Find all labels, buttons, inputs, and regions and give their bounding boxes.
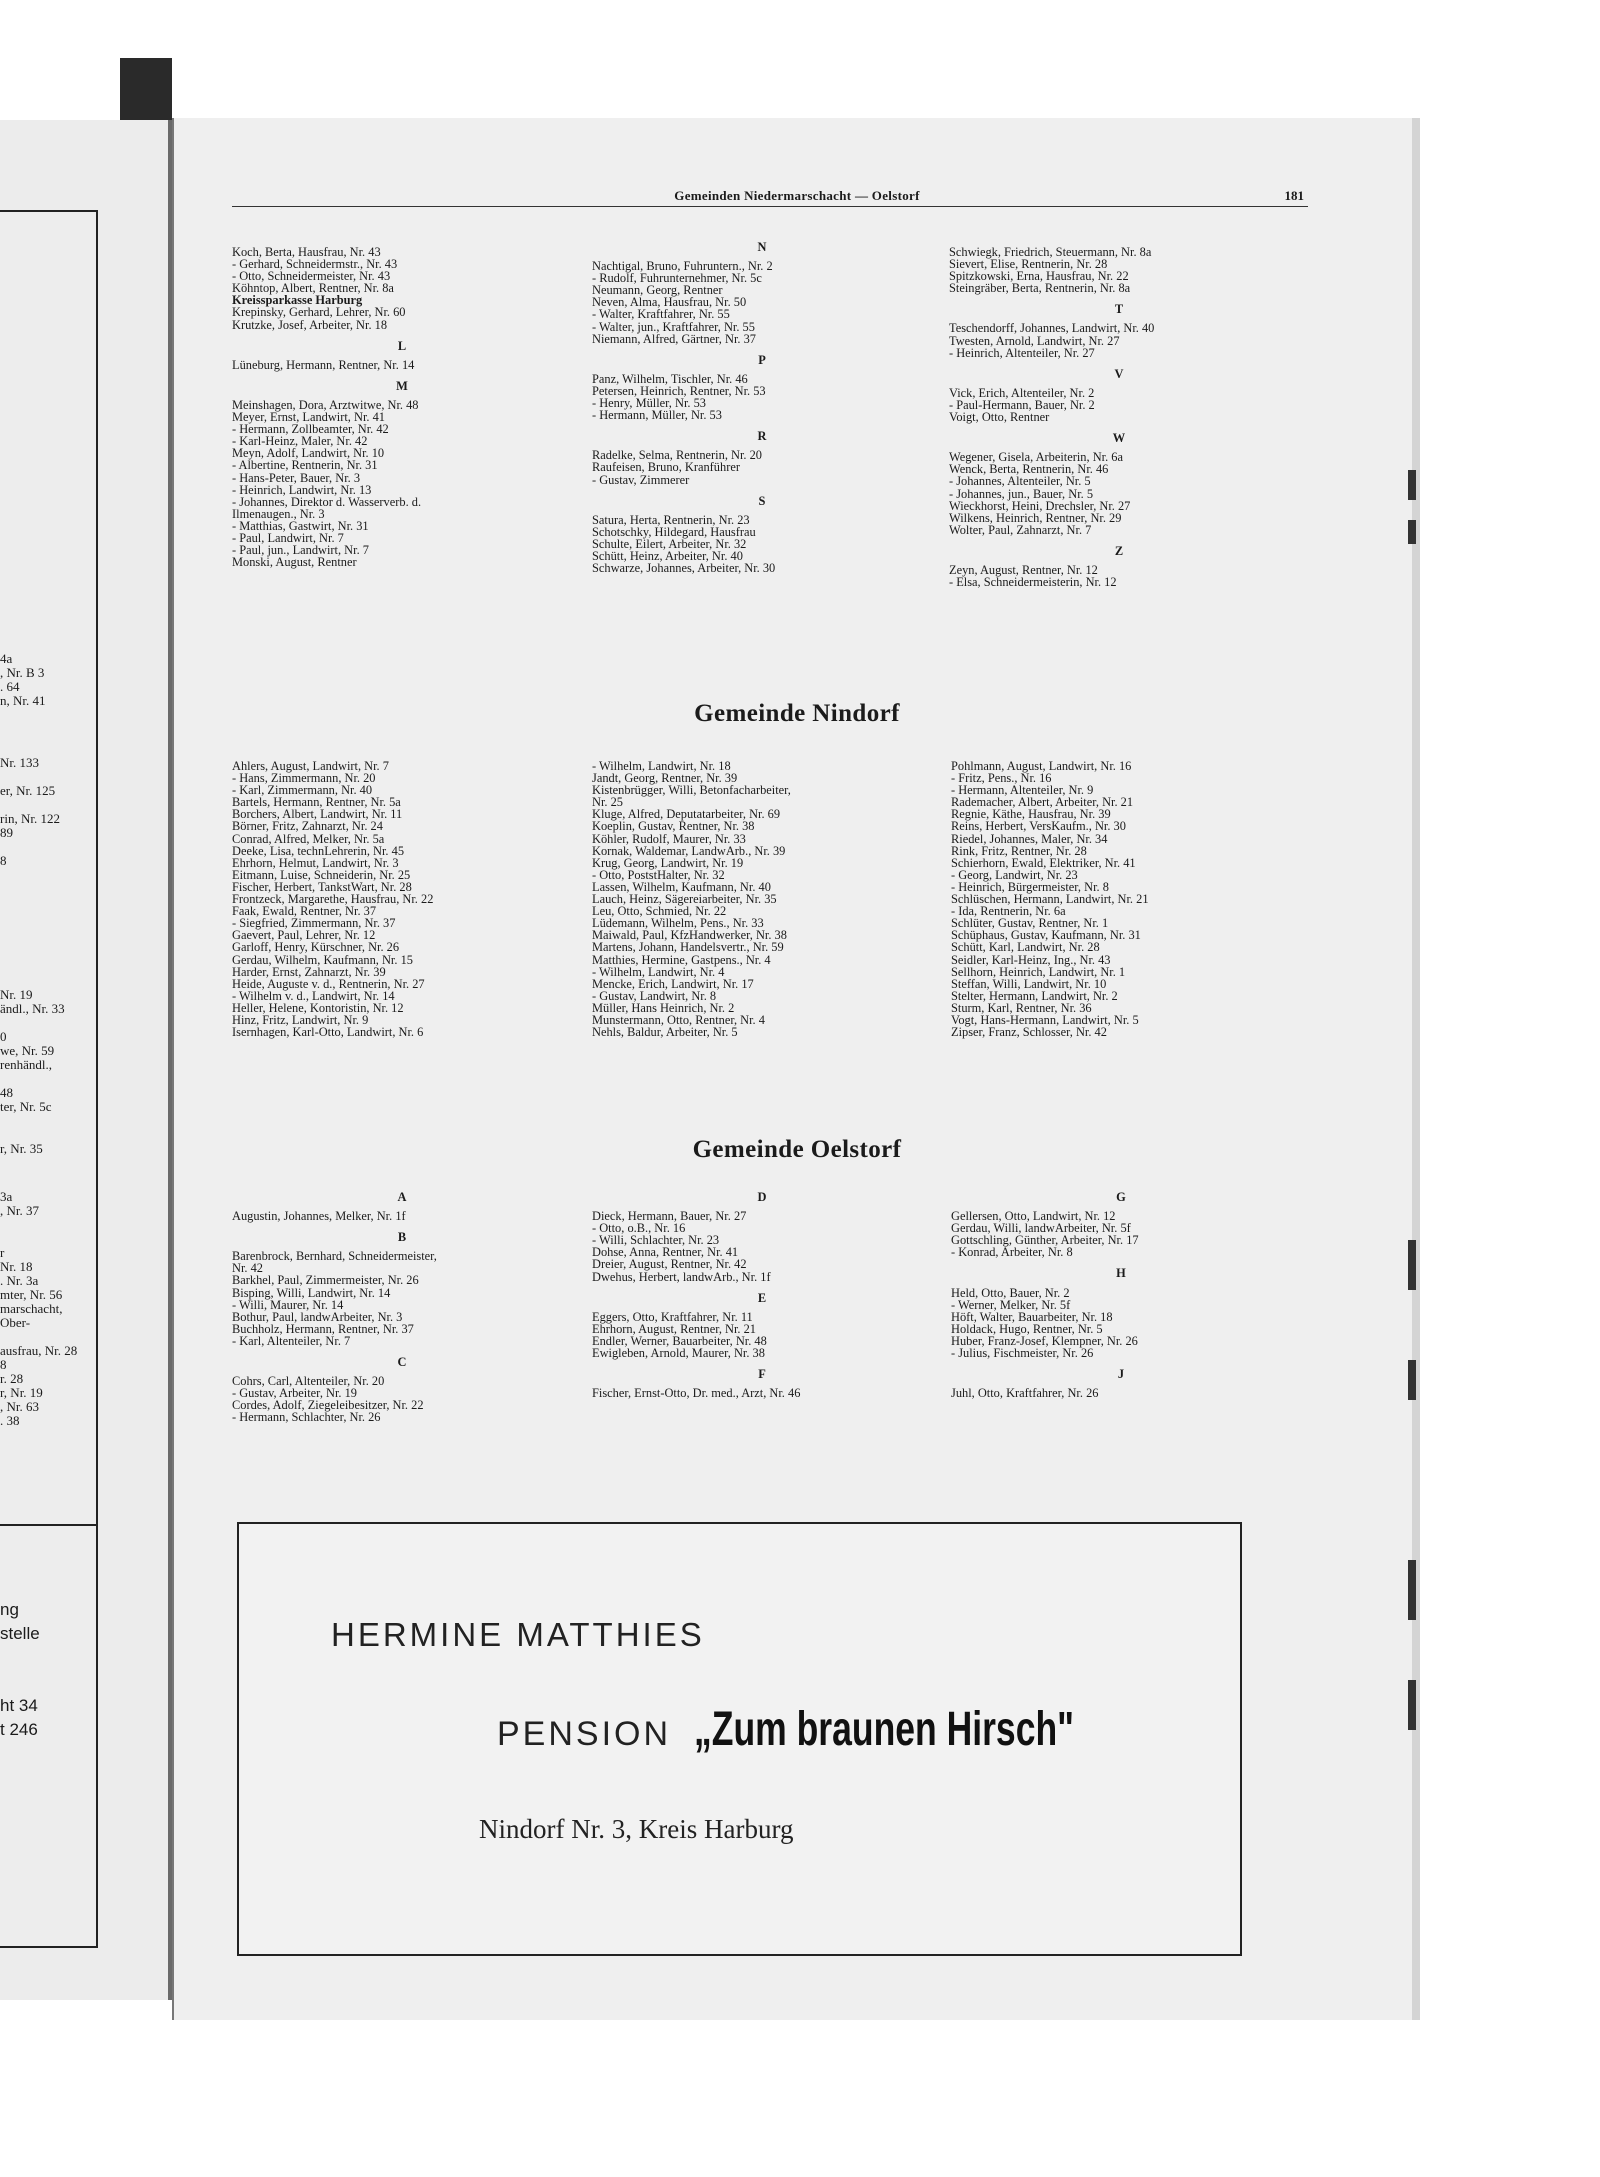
directory-entry: Garloff, Henry, Kürschner, Nr. 26 [232, 940, 400, 955]
directory-entry: Nr. 25 [592, 795, 623, 810]
fragment-line: ter, Nr. 5c [0, 1099, 52, 1114]
fragment-line [0, 1232, 77, 1246]
directory-entry: Wolter, Paul, Zahnarzt, Nr. 7 [949, 522, 1092, 537]
letter-heading: S [758, 493, 766, 508]
letter-heading: T [1114, 302, 1124, 317]
directory-entry: Matthies, Hermine, Gastpens., Nr. 4 [592, 952, 771, 967]
directory-entry: Bartels, Hermann, Rentner, Nr. 5a [232, 795, 401, 810]
scan-margin-mark [1408, 520, 1416, 544]
page-edge-shadow [1412, 118, 1420, 2020]
fragment-line: stelle [0, 1624, 40, 1643]
directory-entry: Monski, August, Rentner [232, 555, 357, 570]
fragment-line: mter, Nr. 56 [0, 1287, 63, 1302]
directory-entry: - Paul, jun., Landwirt, Nr. 7 [232, 543, 369, 558]
directory-entry: Held, Otto, Bauer, Nr. 2 [951, 1285, 1070, 1300]
fragment-line [0, 1330, 77, 1344]
directory-entry: Maiwald, Paul, KfzHandwerker, Nr. 38 [592, 928, 787, 943]
fragment-line: ng [0, 1600, 19, 1619]
fragment-line: n, Nr. 41 [0, 693, 46, 708]
directory-entry: - Otto, o.B., Nr. 16 [592, 1221, 686, 1236]
oelstorf-column-3 [951, 1182, 1291, 1399]
fragment-line: 48 [0, 1085, 13, 1100]
pension-advertisement [237, 1522, 1242, 1956]
directory-entry: Lauch, Heinz, Sägereiarbeiter, Nr. 35 [592, 892, 777, 907]
directory-entry: Holdack, Hugo, Rentner, Nr. 5 [951, 1321, 1103, 1336]
scan-margin-mark [1408, 1360, 1416, 1400]
directory-entry: Steffan, Willi, Landwirt, Nr. 10 [951, 976, 1107, 991]
directory-entry: Teschendorff, Johannes, Landwirt, Nr. 40 [949, 321, 1155, 336]
letter-heading: V [1114, 366, 1124, 381]
fragment-line: 8 [0, 1357, 7, 1372]
directory-entry: Wilkens, Heinrich, Rentner, Nr. 29 [949, 510, 1122, 525]
directory-entry: Faak, Ewald, Rentner, Nr. 37 [232, 904, 377, 919]
directory-entry: - Hermann, Schlachter, Nr. 26 [232, 1410, 381, 1425]
directory-entry: Steingräber, Berta, Rentnerin, Nr. 8a [949, 281, 1131, 296]
directory-entry: - Hermann, Müller, Nr. 53 [592, 408, 722, 423]
letter-heading: J [1117, 1367, 1125, 1382]
directory-entry: Riedel, Johannes, Maler, Nr. 34 [951, 831, 1108, 846]
directory-entry: Stelter, Hermann, Landwirt, Nr. 2 [951, 988, 1118, 1003]
fragment-line [0, 840, 60, 854]
directory-entry: Nr. 42 [232, 1261, 263, 1276]
page-number: 181 [1284, 188, 1304, 203]
directory-entry: Spitzkowski, Erna, Hausfrau, Nr. 22 [949, 269, 1129, 284]
fragment-line: Nr. 133 [0, 755, 39, 770]
directory-entry: Schlüschen, Hermann, Landwirt, Nr. 21 [951, 892, 1149, 907]
fragment-line: ht 34 [0, 1696, 38, 1715]
directory-entry: Schütt, Karl, Landwirt, Nr. 28 [951, 940, 1100, 955]
directory-entry: - Hans-Peter, Bauer, Nr. 3 [232, 470, 361, 485]
letter-heading: R [757, 429, 767, 444]
fragment-line: , Nr. B 3 [0, 665, 45, 680]
directory-entry: Ahlers, August, Landwirt, Nr. 7 [232, 759, 389, 773]
directory-entry: - Matthias, Gastwirt, Nr. 31 [232, 518, 369, 533]
fragment-line: Nr. 19 [0, 987, 33, 1002]
directory-entry: - Johannes, Direktor d. Wasserverb. d. [232, 494, 422, 509]
directory-entry: Rink, Fritz, Rentner, Nr. 28 [951, 843, 1087, 858]
directory-entry: Gottschling, Günther, Arbeiter, Nr. 17 [951, 1233, 1139, 1248]
directory-entry: Barkhel, Paul, Zimmermeister, Nr. 26 [232, 1273, 419, 1288]
directory-entry: Panz, Wilhelm, Tischler, Nr. 46 [592, 371, 748, 386]
directory-entry: Meyer, Ernst, Landwirt, Nr. 41 [232, 410, 385, 425]
directory-entry: - Johannes, Altenteiler, Nr. 5 [949, 474, 1091, 489]
fragment-line: 4a [0, 651, 13, 666]
letter-heading: G [1116, 1190, 1126, 1204]
directory-entry: Eitmann, Luise, Schneiderin, Nr. 25 [232, 867, 411, 882]
header-rule [232, 206, 1308, 207]
fragment-line [0, 1670, 40, 1694]
fragment-line: 8 [0, 853, 7, 868]
letter-heading: M [396, 378, 408, 393]
fragment-line: r, Nr. 19 [0, 1385, 43, 1400]
letter-heading: D [757, 1190, 767, 1204]
directory-entry: Schlüter, Gustav, Rentner, Nr. 1 [951, 916, 1109, 931]
directory-page [172, 118, 1420, 2020]
ad-pension-line [497, 1702, 1207, 1757]
directory-entry: Fischer, Ernst-Otto, Dr. med., Arzt, Nr. 46 [592, 1386, 801, 1401]
letter-heading: B [397, 1230, 407, 1245]
directory-entry: - Heinrich, Bürgermeister, Nr. 8 [951, 879, 1109, 894]
directory-entry: - Hermann, Zollbeamter, Nr. 42 [232, 422, 389, 437]
directory-entry: Cordes, Adolf, Ziegeleibesitzer, Nr. 22 [232, 1398, 424, 1413]
letter-heading: W [1112, 431, 1126, 446]
directory-entry: Heller, Helene, Kontoristin, Nr. 12 [232, 1000, 404, 1015]
directory-entry: Huber, Franz-Josef, Klempner, Nr. 26 [951, 1333, 1138, 1348]
directory-entry: - Elsa, Schneidermeisterin, Nr. 12 [949, 575, 1117, 590]
letter-heading: H [1116, 1266, 1126, 1281]
directory-entry: Niemann, Alfred, Gärtner, Nr. 37 [592, 331, 756, 346]
directory-entry: Rademacher, Albert, Arbeiter, Nr. 21 [951, 795, 1134, 810]
fragment-line: rin, Nr. 122 [0, 811, 60, 826]
directory-entry: Schierhorn, Ewald, Elektriker, Nr. 41 [951, 855, 1136, 870]
directory-entry: - Gustav, Zimmerer [592, 472, 690, 487]
ad-owner-name: HERMINE MATTHIES [331, 1616, 705, 1653]
directory-entry: Deeke, Lisa, technLehrerin, Nr. 45 [232, 843, 405, 858]
directory-entry: Koeplin, Gustav, Rentner, Nr. 38 [592, 819, 755, 834]
fragment-line [0, 798, 60, 812]
directory-entry: Frontzeck, Margarethe, Hausfrau, Nr. 22 [232, 892, 434, 907]
previous-page-text-mid2 [0, 988, 65, 1156]
directory-entry: Voigt, Otto, Rentner [949, 410, 1050, 425]
directory-entry: - Heinrich, Landwirt, Nr. 13 [232, 482, 372, 497]
directory-entry: - Heinrich, Altenteiler, Nr. 27 [949, 345, 1095, 360]
directory-entry: - Paul-Hermann, Bauer, Nr. 2 [949, 397, 1095, 412]
directory-entry: Sievert, Elise, Rentnerin, Nr. 28 [949, 257, 1108, 272]
directory-entry: Isernhagen, Karl-Otto, Landwirt, Nr. 6 [232, 1025, 424, 1040]
directory-entry: Dohse, Anna, Rentner, Nr. 41 [592, 1245, 739, 1260]
directory-entry: Mencke, Erich, Landwirt, Nr. 17 [592, 976, 754, 991]
directory-entry: Eggers, Otto, Kraftfahrer, Nr. 11 [592, 1309, 753, 1324]
fragment-line: r [0, 1245, 5, 1260]
fragment-line: Ober- [0, 1315, 31, 1330]
letter-heading: Z [1114, 543, 1124, 558]
directory-entry: Ehrhorn, August, Rentner, Nr. 21 [592, 1321, 757, 1336]
directory-entry: Vogt, Hans-Hermann, Landwirt, Nr. 5 [951, 1012, 1139, 1027]
fragment-line [0, 1128, 65, 1142]
directory-entry: Schulte, Eilert, Arbeiter, Nr. 32 [592, 536, 747, 551]
directory-entry: - Otto, PoststHalter, Nr. 32 [592, 867, 725, 882]
directory-entry: Jandt, Georg, Rentner, Nr. 39 [592, 771, 738, 786]
directory-entry: Petersen, Heinrich, Rentner, Nr. 53 [592, 383, 766, 398]
fragment-line: er, Nr. 125 [0, 783, 56, 798]
fragment-line: we, Nr. 59 [0, 1043, 55, 1058]
fragment-line: Nr. 18 [0, 1259, 33, 1274]
running-head: Gemeinden Niedermarschacht — Oelstorf [674, 188, 920, 203]
directory-entry: Cohrs, Carl, Altenteiler, Nr. 20 [232, 1374, 385, 1389]
niedermarschacht-column-1 [232, 246, 572, 568]
previous-page-fragment [0, 120, 174, 2000]
niedermarschacht-column-2 [592, 232, 932, 574]
directory-entry: Sturm, Karl, Rentner, Nr. 36 [951, 1000, 1092, 1015]
letter-heading: N [757, 240, 767, 254]
directory-entry: Wieckhorst, Heini, Drechsler, Nr. 27 [949, 498, 1131, 513]
directory-entry: - Walter, Kraftfahrer, Nr. 55 [592, 307, 730, 322]
directory-entry: Müller, Hans Heinrich, Nr. 2 [592, 1000, 735, 1015]
directory-entry: Conrad, Alfred, Melker, Nr. 5a [232, 831, 385, 846]
directory-entry: - Gustav, Arbeiter, Nr. 19 [232, 1386, 357, 1401]
directory-entry: Neumann, Georg, Rentner [592, 283, 723, 298]
directory-entry: - Rudolf, Fuhrunternehmer, Nr. 5c [592, 271, 762, 286]
directory-entry: Wegener, Gisela, Arbeiterin, Nr. 6a [949, 450, 1123, 465]
letter-heading: A [397, 1190, 407, 1204]
oelstorf-column-2 [592, 1182, 932, 1399]
directory-entry: Pohlmann, August, Landwirt, Nr. 16 [951, 759, 1132, 773]
fragment-line: r, Nr. 35 [0, 1141, 43, 1156]
directory-entry: Juhl, Otto, Kraftfahrer, Nr. 26 [951, 1386, 1099, 1401]
directory-entry: - Albertine, Rentnerin, Nr. 31 [232, 458, 378, 473]
scan-margin-mark [1408, 1240, 1416, 1290]
directory-entry: Schüphaus, Gustav, Kaufmann, Nr. 31 [951, 928, 1141, 943]
directory-entry: Seidler, Karl-Heinz, Ing., Nr. 43 [951, 952, 1111, 967]
previous-page-text-low [0, 1190, 77, 1428]
directory-entry: Buchholz, Hermann, Rentner, Nr. 37 [232, 1321, 414, 1336]
directory-entry: Zeyn, August, Rentner, Nr. 12 [949, 562, 1098, 577]
scan-margin-mark [1408, 1560, 1416, 1620]
directory-entry: - Georg, Landwirt, Nr. 23 [951, 867, 1078, 882]
directory-entry: - Gerhard, Schneidermstr., Nr. 43 [232, 257, 398, 272]
fragment-line: . Nr. 3a [0, 1273, 39, 1288]
directory-entry: Vick, Erich, Altenteiler, Nr. 2 [949, 385, 1095, 400]
directory-entry: Barenbrock, Bernhard, Schneidermeister, [232, 1249, 437, 1264]
fragment-line: 3a [0, 1189, 13, 1204]
directory-entry: - Siegfried, Zimmermann, Nr. 37 [232, 916, 396, 931]
directory-entry: Schotschky, Hildegard, Hausfrau [592, 524, 756, 539]
nindorf-column-1 [232, 760, 572, 1038]
directory-entry: - Ida, Rentnerin, Nr. 6a [951, 904, 1066, 919]
directory-entry: Köhntop, Albert, Rentner, Nr. 8a [232, 281, 394, 296]
directory-entry: - Karl-Heinz, Maler, Nr. 42 [232, 434, 368, 449]
directory-entry: Kistenbrügger, Willi, Betonfacharbeiter, [592, 783, 791, 798]
directory-entry: Krutzke, Josef, Arbeiter, Nr. 18 [232, 317, 388, 332]
directory-entry: Dwehus, Herbert, landwArb., Nr. 1f [592, 1269, 771, 1284]
fragment-line [0, 1646, 40, 1670]
ad-hotel-name: „Zum braunen Hirsch" [693, 1703, 1074, 1756]
directory-entry: Twesten, Arnold, Landwirt, Nr. 27 [949, 333, 1120, 348]
directory-entry: Börner, Fritz, Zahnarzt, Nr. 24 [232, 819, 383, 834]
directory-entry: Schütt, Heinz, Arbeiter, Nr. 40 [592, 548, 743, 563]
scan-margin-mark [1408, 470, 1416, 500]
directory-entry: - Willi, Maurer, Nr. 14 [232, 1297, 344, 1312]
directory-entry: - Henry, Müller, Nr. 53 [592, 396, 706, 411]
directory-entry: Fischer, Herbert, TankstWart, Nr. 28 [232, 879, 412, 894]
directory-entry: Krepinsky, Gerhard, Lehrer, Nr. 60 [232, 305, 406, 320]
fragment-line: . 38 [0, 1413, 20, 1428]
directory-entry: Hinz, Fritz, Landwirt, Nr. 9 [232, 1012, 369, 1027]
directory-entry: Meinshagen, Dora, Arztwitwe, Nr. 48 [232, 397, 419, 412]
directory-entry: Borchers, Albert, Landwirt, Nr. 11 [232, 807, 403, 822]
directory-entry: - Walter, jun., Kraftfahrer, Nr. 55 [592, 319, 755, 334]
directory-entry: Munstermann, Otto, Rentner, Nr. 4 [592, 1012, 765, 1027]
directory-entry: - Julius, Fischmeister, Nr. 26 [951, 1346, 1094, 1361]
fragment-line [0, 1114, 65, 1128]
directory-entry: Zipser, Franz, Schlosser, Nr. 42 [951, 1025, 1107, 1040]
fragment-line [0, 1218, 77, 1232]
directory-entry: - Karl, Zimmermann, Nr. 40 [232, 783, 373, 798]
section-title-nindorf: Gemeinde Nindorf [694, 700, 900, 727]
directory-entry: Leu, Otto, Schmied, Nr. 22 [592, 904, 727, 919]
directory-entry: Gaevert, Paul, Lehrer, Nr. 12 [232, 928, 376, 943]
directory-entry: - Hermann, Altenteiler, Nr. 9 [951, 783, 1094, 798]
scan-margin-mark [1408, 1680, 1416, 1730]
directory-entry: - Gustav, Landwirt, Nr. 8 [592, 988, 717, 1003]
directory-entry: Regnie, Käthe, Hausfrau, Nr. 39 [951, 807, 1111, 822]
letter-heading: F [758, 1367, 766, 1382]
directory-entry: Gellersen, Otto, Landwirt, Nr. 12 [951, 1209, 1116, 1224]
directory-entry: Ewigleben, Arnold, Maurer, Nr. 38 [592, 1346, 765, 1361]
letter-heading: E [757, 1290, 767, 1305]
directory-entry: Schwarze, Johannes, Arbeiter, Nr. 30 [592, 561, 776, 576]
fragment-line: , Nr. 37 [0, 1203, 39, 1218]
ad-pension-label: PENSION [497, 1715, 672, 1753]
fragment-line: ausfrau, Nr. 28 [0, 1343, 78, 1358]
nindorf-column-2 [592, 760, 932, 1038]
directory-entry: Koch, Berta, Hausfrau, Nr. 43 [232, 245, 381, 259]
directory-entry: Satura, Herta, Rentnerin, Nr. 23 [592, 512, 750, 527]
fragment-line: ändl., Nr. 33 [0, 1001, 65, 1016]
nindorf-column-3 [951, 760, 1291, 1038]
directory-entry: Radelke, Selma, Rentnerin, Nr. 20 [592, 448, 762, 463]
directory-entry: - Paul, Landwirt, Nr. 7 [232, 530, 344, 545]
directory-entry: Raufeisen, Bruno, Kranführer [592, 460, 740, 475]
directory-entry: Martens, Johann, Handelsvertr., Nr. 59 [592, 940, 784, 955]
previous-page-text-top [0, 652, 46, 708]
directory-entry: - Werner, Melker, Nr. 5f [951, 1297, 1071, 1312]
directory-entry: Lassen, Wilhelm, Kaufmann, Nr. 40 [592, 879, 771, 894]
directory-entry: - Fritz, Pens., Nr. 16 [951, 771, 1052, 786]
previous-page-ad-text [0, 1598, 40, 1742]
directory-entry: Köhler, Rudolf, Maurer, Nr. 33 [592, 831, 746, 846]
directory-entry: Nehls, Baldur, Arbeiter, Nr. 5 [592, 1025, 738, 1040]
directory-entry: Lüneburg, Hermann, Rentner, Nr. 14 [232, 357, 415, 372]
directory-entry: Kreissparkasse Harburg [232, 293, 363, 308]
letter-heading: L [397, 338, 407, 353]
directory-entry: Gerdau, Wilhelm, Kaufmann, Nr. 15 [232, 952, 413, 967]
previous-page-text-mid1 [0, 756, 60, 868]
directory-entry: Höft, Walter, Bauarbeiter, Nr. 18 [951, 1309, 1113, 1324]
ad-address: Nindorf Nr. 3, Kreis Harburg [479, 1814, 794, 1844]
directory-entry: Nachtigal, Bruno, Fuhruntern., Nr. 2 [592, 259, 773, 274]
directory-entry: - Konrad, Arbeiter, Nr. 8 [951, 1245, 1073, 1260]
directory-entry: Wenck, Berta, Rentnerin, Nr. 46 [949, 462, 1109, 477]
fragment-line [0, 1072, 65, 1086]
niedermarschacht-column-3 [949, 246, 1289, 588]
directory-entry: Meyn, Adolf, Landwirt, Nr. 10 [232, 446, 385, 461]
letter-heading: C [397, 1355, 407, 1370]
fragment-line: 89 [0, 825, 13, 840]
directory-entry: Reins, Herbert, VersKaufm., Nr. 30 [951, 819, 1126, 834]
directory-entry: Augustin, Johannes, Melker, Nr. 1f [232, 1209, 406, 1224]
fragment-line: t 246 [0, 1720, 38, 1739]
directory-entry: Kornak, Waldemar, LandwArb., Nr. 39 [592, 843, 786, 858]
directory-entry: - Karl, Altenteiler, Nr. 7 [232, 1333, 351, 1348]
directory-entry: Dieck, Hermann, Bauer, Nr. 27 [592, 1209, 747, 1224]
directory-entry: Sellhorn, Heinrich, Landwirt, Nr. 1 [951, 964, 1126, 979]
directory-entry: - Wilhelm v. d., Landwirt, Nr. 14 [232, 988, 395, 1003]
section-title-oelstorf: Gemeinde Oelstorf [692, 1136, 902, 1163]
directory-entry: - Otto, Schneidermeister, Nr. 43 [232, 269, 391, 284]
fragment-line: . 64 [0, 679, 20, 694]
directory-entry: Dreier, August, Rentner, Nr. 42 [592, 1257, 747, 1272]
directory-entry: - Johannes, jun., Bauer, Nr. 5 [949, 486, 1094, 501]
directory-entry: - Wilhelm, Landwirt, Nr. 4 [592, 964, 725, 979]
directory-entry: Schwiegk, Friedrich, Steuermann, Nr. 8a [949, 245, 1152, 259]
directory-entry: Krug, Georg, Landwirt, Nr. 19 [592, 855, 744, 870]
directory-entry: - Wilhelm, Landwirt, Nr. 18 [592, 759, 731, 773]
directory-entry: Endler, Werner, Bauarbeiter, Nr. 48 [592, 1333, 767, 1348]
directory-entry: Kluge, Alfred, Deputatarbeiter, Nr. 69 [592, 807, 781, 822]
directory-entry: - Willi, Schlachter, Nr. 23 [592, 1233, 720, 1248]
directory-entry: Gerdau, Willi, landwArbeiter, Nr. 5f [951, 1221, 1131, 1236]
fragment-line: renhändl., [0, 1057, 52, 1072]
directory-entry: - Hans, Zimmermann, Nr. 20 [232, 771, 376, 786]
fragment-line: 0 [0, 1029, 7, 1044]
directory-entry: Ilmenaugen., Nr. 3 [232, 506, 325, 521]
directory-entry: Bothur, Paul, landwArbeiter, Nr. 3 [232, 1309, 403, 1324]
oelstorf-column-1 [232, 1182, 572, 1424]
fragment-line: r. 28 [0, 1371, 24, 1386]
fragment-line [0, 1016, 65, 1030]
directory-entry: Bisping, Willi, Landwirt, Nr. 14 [232, 1285, 391, 1300]
letter-heading: P [758, 352, 766, 367]
directory-entry: Ehrhorn, Helmut, Landwirt, Nr. 3 [232, 855, 399, 870]
directory-entry: Neven, Alma, Hausfrau, Nr. 50 [592, 295, 747, 310]
directory-entry: Lüdemann, Wilhelm, Pens., Nr. 33 [592, 916, 764, 931]
directory-entry: Heide, Auguste v. d., Rentnerin, Nr. 27 [232, 976, 425, 991]
fragment-line [0, 770, 60, 784]
fragment-line: , Nr. 63 [0, 1399, 39, 1414]
directory-entry: Harder, Ernst, Zahnarzt, Nr. 39 [232, 964, 386, 979]
fragment-line: marschacht, [0, 1301, 63, 1316]
